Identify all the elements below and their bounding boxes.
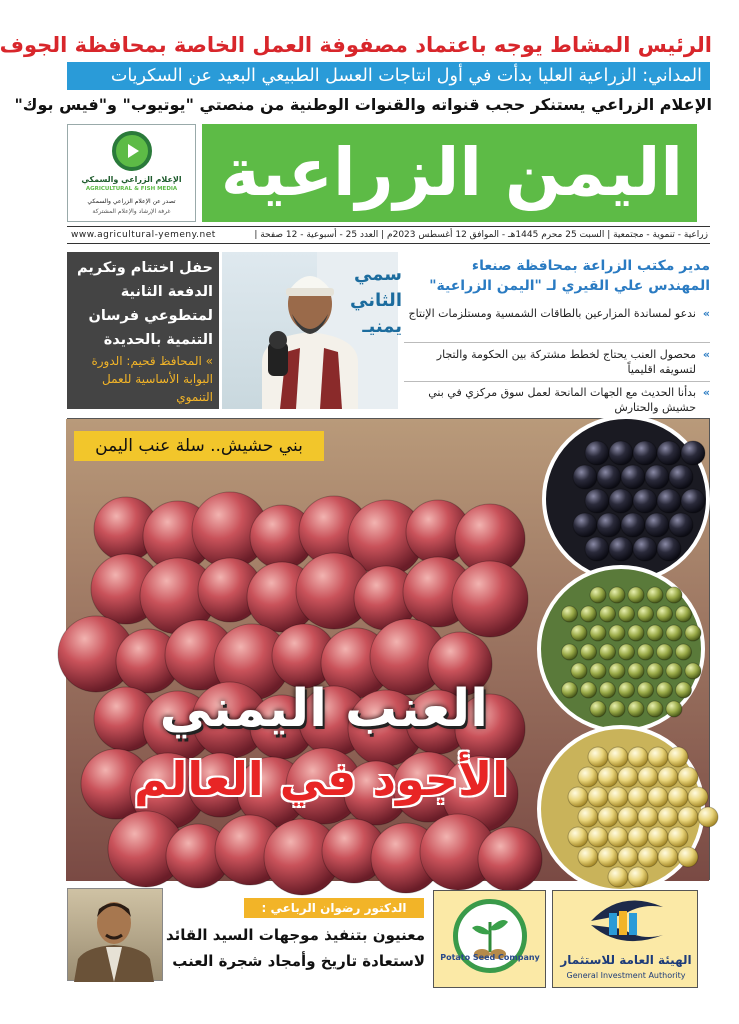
doctor-quote-line-1[interactable]: معنيون بتنفيذ موجهات السيد القائد [166, 926, 425, 944]
interview-bullet-2[interactable] [404, 347, 710, 377]
publisher-logo [67, 124, 196, 222]
graduation-story-title: حفل اختتام وتكريم الدفعة الثانية لمتطوعي فرسان التنمية بالحديدة [77, 260, 213, 348]
investment-authority-logo-icon [551, 891, 697, 953]
graduation-story-box[interactable] [67, 252, 219, 409]
logo-arabic-name: الإعلام الزراعي والسمكي [81, 175, 182, 184]
bullet-text: محصول العنب يحتاج لخطط مشتركة بين الحكومة والتجار لتسويقه اقليمياً [436, 348, 696, 376]
top-headline-2[interactable]: المداني: الزراعية العليا بدأت في أول انتاجات العسل الطبيعي البعيد عن السكريات [67, 62, 710, 90]
hero-sub-title: الأجود في العالم [134, 752, 508, 806]
bullet-arrow-icon: » [702, 307, 710, 320]
logo-subtitle-1: تصدر عن الإعلام الزراعي والسمكي [87, 198, 176, 205]
interview-subheadline[interactable]: المهندس علي القيري لـ "اليمن الزراعية" [429, 278, 710, 294]
investment-authority-english-name: General Investment Authority [566, 971, 686, 980]
hero-tag-label: بني حشيش.. سلة عنب اليمن [74, 431, 324, 461]
bullet-arrow-icon: » [702, 348, 710, 361]
bullet-divider [404, 342, 710, 343]
logo-english-name: AGRICULTURAL & FISH MEDIA [85, 186, 178, 192]
website-link[interactable]: www.agricultural-yemeny.net [71, 230, 216, 240]
issue-details: زراعية - تنموية - مجتمعية | السبت 25 محرم 1445هـ - الموافق 12 أغسطس 2023م | العدد 25 - أسبوعية - 12 صفحة | [254, 230, 708, 240]
doctor-photo [67, 888, 163, 981]
interviewee-photo [222, 252, 402, 409]
bullet-text: ندعو لمساندة المزارعين بالطاقات الشمسية ومستلزمات الإنتاج [408, 307, 696, 320]
media-gear-icon [112, 131, 152, 171]
grapes-illustration [66, 419, 709, 881]
masthead [202, 124, 697, 222]
newspaper-title: اليمن الزراعية [220, 134, 683, 211]
interview-bullet-1[interactable] [404, 306, 710, 321]
top-headline-3[interactable]: الإعلام الزراعي يستنكر حجب قنواته والقنوات الوطنية من منصتي "يوتيوب" و"فيس بوك" [14, 95, 712, 114]
issue-info-bar [67, 226, 710, 244]
doctor-name-label: الدكتور رضوان الرباعي : [244, 898, 424, 918]
doctor-quote-line-2[interactable]: لاستعادة تاريخ وأمجاد شجرة العنب [172, 952, 425, 970]
bullet-arrow-icon: » [702, 386, 710, 399]
graduation-story-subtitle: » المحافظ قحيم: الدورة البوابة الأساسية للعمل التنموي [91, 354, 213, 404]
interview-headline[interactable]: مدير مكتب الزراعة بمحافظة صنعاء [471, 258, 710, 274]
grapes-hero-image[interactable] [67, 418, 710, 880]
hero-main-title: العنب اليمني [159, 679, 488, 739]
bullet-divider [404, 381, 710, 382]
top-headline-1[interactable]: الرئيس المشاط يوجه باعتماد مصفوفة العمل الخاصة بمحافظة الجوف [0, 33, 712, 57]
investment-authority-arabic-name: الهيئة العامة للاستثمار [560, 953, 692, 967]
interview-bullet-3[interactable] [404, 385, 710, 415]
photo-background-banner: سمي الثاني يمنيـ [349, 264, 402, 337]
potato-seed-company-ad[interactable] [433, 890, 546, 988]
potato-seed-company-name: Potato Seed Company [440, 953, 540, 962]
general-investment-authority-ad[interactable] [552, 890, 698, 988]
doctor-portrait [66, 889, 162, 982]
logo-subtitle-2: غرفة الإرشاد والإعلام المشتركة [92, 208, 171, 215]
bullet-text: بدأنا الحديث مع الجهات المانحة لعمل سوق مركزي في بني حشيش والحتارش [428, 386, 696, 414]
